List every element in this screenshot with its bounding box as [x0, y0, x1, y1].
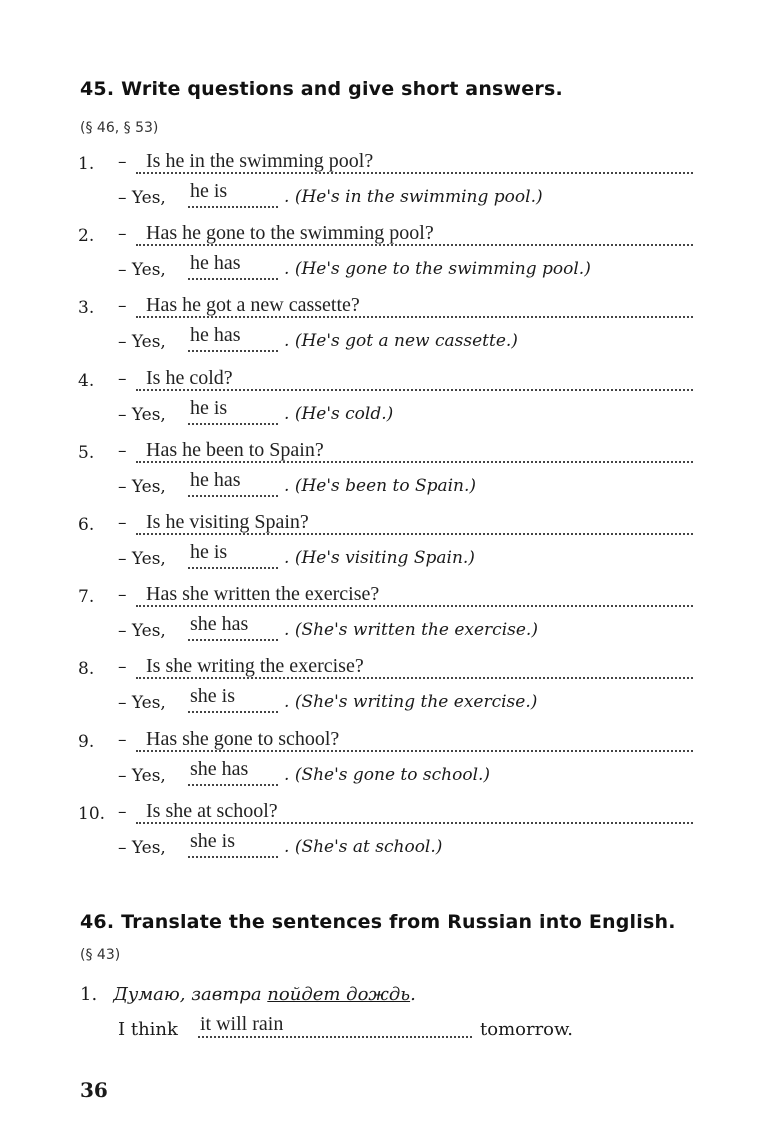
- handwritten-question: Has she gone to school?: [146, 728, 340, 750]
- handwritten-question: Has she written the exercise?: [146, 583, 380, 605]
- answer-hint: . (He's been to Spain.): [284, 476, 477, 496]
- handwritten-question: Is he visiting Spain?: [146, 511, 309, 533]
- russian-text: Думаю, завтра пойдет дождь.: [113, 984, 416, 1005]
- handwritten-short-answer: he is: [190, 397, 228, 419]
- answer-row: [0, 326, 775, 356]
- answer-dotted-line: [188, 567, 278, 569]
- answer-row: [0, 182, 775, 212]
- exercise-46-reference: (§ 43): [80, 947, 121, 963]
- dash: –: [118, 441, 127, 461]
- question-row: [0, 292, 775, 322]
- dash: –: [118, 152, 127, 172]
- exercise-45-heading: 45. Write questions and give short answers.: [80, 78, 563, 100]
- item-number: 1.: [78, 154, 95, 174]
- answer-hint: . (He's got a new cassette.): [284, 331, 518, 351]
- answer-hint: . (He's visiting Spain.): [284, 548, 475, 568]
- yes-prefix: – Yes,: [118, 188, 166, 208]
- item-number: 7.: [78, 587, 95, 607]
- page-number: 36: [80, 1078, 108, 1102]
- item-number: 3.: [78, 298, 95, 318]
- answer-dotted-line: [188, 423, 278, 425]
- answer-row: [0, 543, 775, 573]
- handwritten-question: Has he got a new cassette?: [146, 294, 360, 316]
- dash: –: [118, 369, 127, 389]
- handwritten-short-answer: he has: [190, 252, 241, 274]
- item-number: 1.: [80, 984, 98, 1005]
- yes-prefix: – Yes,: [118, 260, 166, 280]
- answer-hint: . (He's cold.): [284, 404, 394, 424]
- answer-hint: . (He's in the swimming pool.): [284, 187, 543, 207]
- question-row: [0, 148, 775, 178]
- exercise-45-reference: (§ 46, § 53): [80, 120, 159, 136]
- handwritten-short-answer: she is: [190, 830, 235, 852]
- question-row: [0, 726, 775, 756]
- handwritten-short-answer: she has: [190, 613, 249, 635]
- question-row: [0, 581, 775, 611]
- translation-prefix: I think: [118, 1019, 178, 1040]
- handwritten-short-answer: she is: [190, 685, 235, 707]
- yes-prefix: – Yes,: [118, 838, 166, 858]
- answer-row: [0, 832, 775, 862]
- handwritten-short-answer: he has: [190, 469, 241, 491]
- item-number: 6.: [78, 515, 95, 535]
- handwritten-question: Is she at school?: [146, 800, 278, 822]
- yes-prefix: – Yes,: [118, 621, 166, 641]
- answer-hint: . (She's gone to school.): [284, 765, 491, 785]
- translation-suffix: tomorrow.: [480, 1019, 574, 1040]
- translation-answer-row: [0, 1012, 775, 1042]
- answer-hint: . (She's written the exercise.): [284, 620, 538, 640]
- answer-row: [0, 471, 775, 501]
- dash: –: [118, 224, 127, 244]
- answer-dotted-line: [188, 711, 278, 713]
- answer-dotted-line: [188, 784, 278, 786]
- answer-dotted-line: [188, 350, 278, 352]
- item-number: 4.: [78, 371, 95, 391]
- russian-sentence: [80, 984, 416, 1005]
- dash: –: [118, 802, 127, 822]
- question-row: [0, 509, 775, 539]
- question-row: [0, 220, 775, 250]
- handwritten-short-answer: he has: [190, 324, 241, 346]
- question-row: [0, 437, 775, 467]
- yes-prefix: – Yes,: [118, 332, 166, 352]
- item-number: 8.: [78, 659, 95, 679]
- answer-hint: . (She's at school.): [284, 837, 443, 857]
- handwritten-short-answer: she has: [190, 758, 249, 780]
- answer-dotted-line: [188, 278, 278, 280]
- answer-dotted-line: [188, 856, 278, 858]
- item-number: 10.: [78, 804, 106, 824]
- item-number: 9.: [78, 732, 95, 752]
- exercise-46-heading: 46. Translate the sentences from Russian into English.: [80, 911, 676, 933]
- answer-hint: . (She's writing the exercise.): [284, 692, 538, 712]
- answer-dotted-line: [188, 495, 278, 497]
- yes-prefix: – Yes,: [118, 693, 166, 713]
- answer-row: [0, 254, 775, 284]
- dash: –: [118, 585, 127, 605]
- question-row: [0, 365, 775, 395]
- handwritten-question: Has he been to Spain?: [146, 439, 324, 461]
- handwritten-translation: it will rain: [200, 1013, 284, 1035]
- answer-row: [0, 399, 775, 429]
- question-row: [0, 653, 775, 683]
- answer-dotted-line: [188, 206, 278, 208]
- answer-hint: . (He's gone to the swimming pool.): [284, 259, 591, 279]
- dash: –: [118, 296, 127, 316]
- dash: –: [118, 730, 127, 750]
- yes-prefix: – Yes,: [118, 549, 166, 569]
- question-row: [0, 798, 775, 828]
- answer-row: [0, 687, 775, 717]
- answer-dotted-line: [188, 639, 278, 641]
- handwritten-question: Is he in the swimming pool?: [146, 150, 374, 172]
- handwritten-short-answer: he is: [190, 180, 228, 202]
- answer-dotted-line: [198, 1036, 472, 1038]
- answer-row: [0, 615, 775, 645]
- russian-underlined-phrase: пойдет дождь: [267, 984, 411, 1005]
- yes-prefix: – Yes,: [118, 477, 166, 497]
- dash: –: [118, 657, 127, 677]
- answer-row: [0, 760, 775, 790]
- handwritten-question: Is he cold?: [146, 367, 233, 389]
- item-number: 5.: [78, 443, 95, 463]
- yes-prefix: – Yes,: [118, 766, 166, 786]
- item-number: 2.: [78, 226, 95, 246]
- dash: –: [118, 513, 127, 533]
- yes-prefix: – Yes,: [118, 405, 166, 425]
- handwritten-question: Has he gone to the swimming pool?: [146, 222, 434, 244]
- handwritten-question: Is she writing the exercise?: [146, 655, 364, 677]
- handwritten-short-answer: he is: [190, 541, 228, 563]
